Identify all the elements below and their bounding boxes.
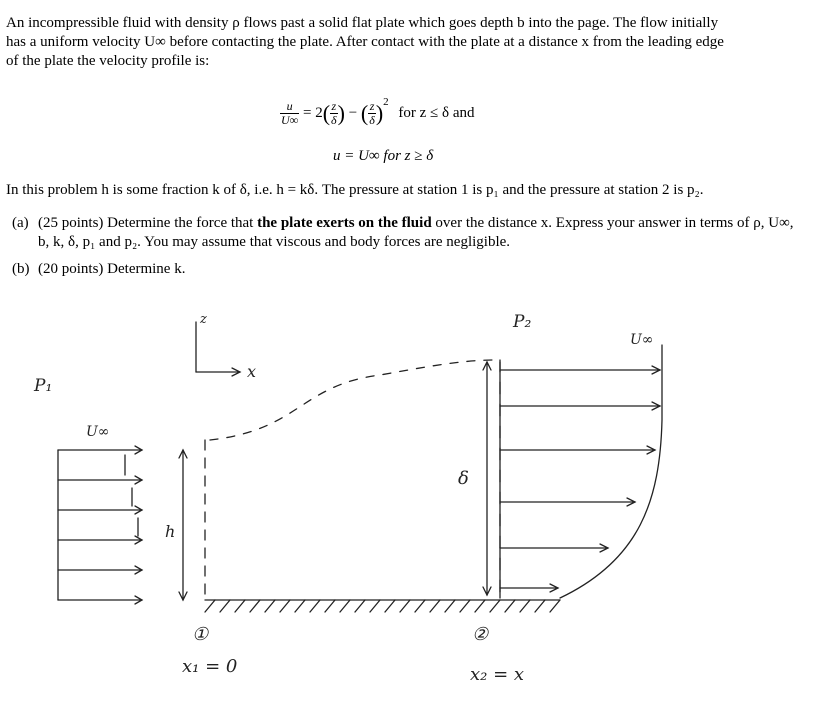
intro-line-3: of the plate the velocity profile is: xyxy=(6,53,210,69)
part-a-bold: the plate exerts on the fluid xyxy=(257,215,432,231)
condition-text: for z ≤ δ and xyxy=(398,104,475,121)
exponent: 2 xyxy=(383,95,389,108)
intro-line-2: has a uniform velocity U∞ before contacting the plate. After contact with the plate at a distance x from the leading edge xyxy=(6,34,724,50)
x1-label: x₁ = 0 xyxy=(182,656,238,677)
minus-sign: − xyxy=(348,104,358,121)
part-b-label: (b) xyxy=(12,261,30,277)
equals-sign: = xyxy=(302,104,312,121)
left-paren-1: ( xyxy=(322,100,331,126)
label-uinf-left: U∞ xyxy=(86,424,110,440)
lhs-denominator: U∞ xyxy=(281,113,299,127)
part-a-text-2: over the distance x. Express your answer in terms of ρ, U∞, b, k, δ, p₁ and p₂. You may assume that viscous and body forces are negligible. xyxy=(38,215,794,250)
problem-statement: In this problem h is some fraction k of δ, i.e. h = kδ. The pressure at station 1 is p₁ and the pressure at station 2 is p₂. xyxy=(6,182,704,198)
coefficient: 2 xyxy=(315,104,323,121)
label-uinf-right: U∞ xyxy=(630,332,654,348)
x2-label: x₂ = x xyxy=(470,664,525,685)
label-p2: P₂ xyxy=(513,312,532,332)
velocity-profile-curve xyxy=(560,345,662,598)
frac2-den: δ xyxy=(369,113,375,127)
part-a-text-1: (25 points) Determine the force that xyxy=(38,215,254,231)
label-z: z xyxy=(200,312,207,327)
intro-line-1: An incompressible fluid with density ρ flows past a solid flat plate which goes depth b into the page. The flow initially xyxy=(6,15,719,31)
plate-hatching xyxy=(205,600,560,612)
part-b-text: (20 points) Determine k. xyxy=(38,261,186,277)
label-x: x xyxy=(247,362,257,381)
frac1-den: δ xyxy=(331,113,337,127)
free-stream-equation: u = U∞ for z ≥ δ xyxy=(333,148,434,164)
frac1-num: z xyxy=(331,99,337,113)
station-2-marker: ② xyxy=(472,624,489,645)
lhs-numerator: u xyxy=(280,100,299,114)
label-p1: P₁ xyxy=(34,376,53,396)
station-1-marker: ① xyxy=(192,624,209,645)
right-paren-2: ) xyxy=(375,100,384,126)
part-a-label: (a) xyxy=(12,215,29,231)
right-paren-1: ) xyxy=(337,100,345,126)
label-h: h xyxy=(165,522,176,541)
left-paren-2: ( xyxy=(360,100,369,126)
label-delta: δ xyxy=(458,468,469,489)
frac2-num: z xyxy=(369,99,375,113)
